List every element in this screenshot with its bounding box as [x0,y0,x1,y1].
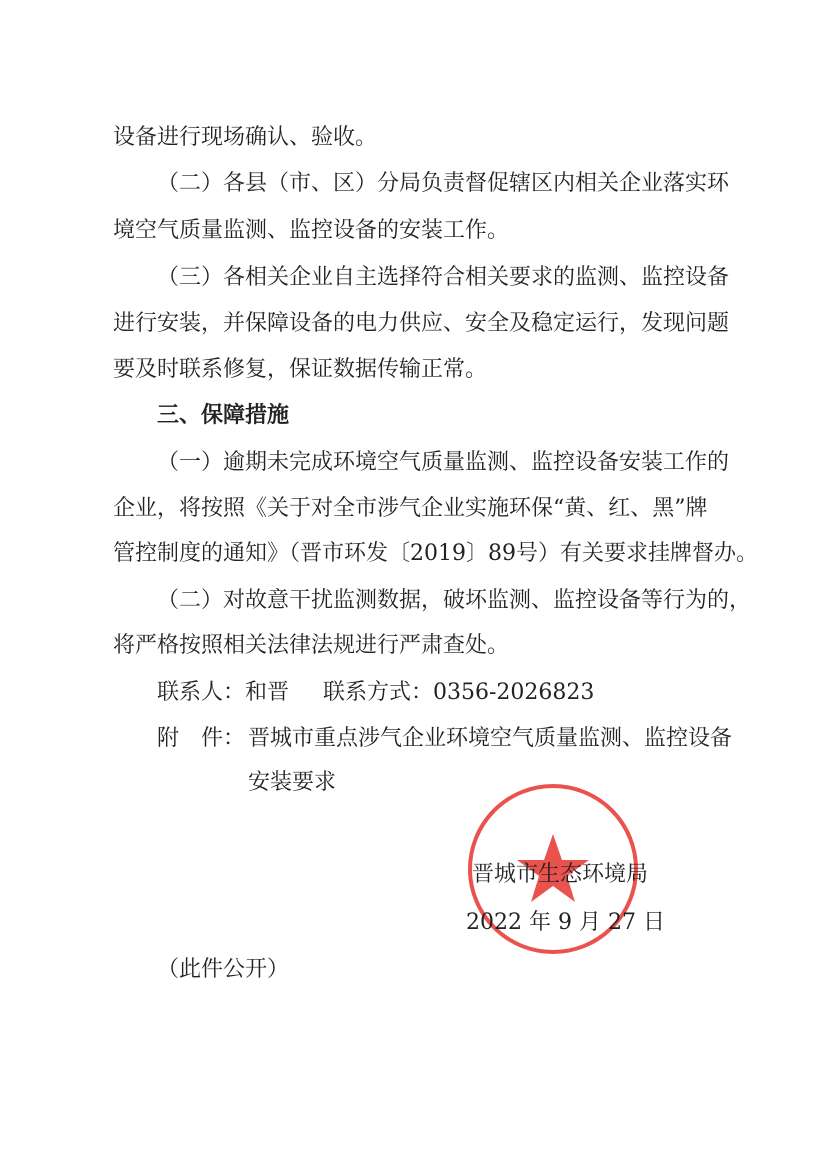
attachment-title-cont: 安装要求 [248,770,337,795]
section-heading: 三、保障措施 [157,403,290,428]
paragraph-line: （二）各县（市、区）分局负责督促辖区内相关企业落实环 [157,171,730,196]
paragraph-line: 管控制度的通知》（晋市环发〔2019〕89号）有关要求挂牌督办。 [113,541,758,566]
contact-method: 联系方式：0356-2026823 [323,680,595,705]
signature-org: 晋城市生态环境局 [472,862,649,887]
paragraph-line: （三）各相关企业自主选择符合相关要求的监测、监控设备 [157,265,730,290]
disclosure-note: （此件公开） [157,957,290,982]
attachment-title: 晋城市重点涉气企业环境空气质量监测、监控设备 [248,726,733,751]
paragraph-line: 设备进行现场确认、验收。 [113,125,378,150]
paragraph-line: 要及时联系修复，保证数据传输正常。 [113,357,488,382]
contact-person: 联系人：和晋 [157,680,290,705]
paragraph-line: 境空气质量监测、监控设备的安装工作。 [113,218,510,243]
paragraph-line: 进行安装，并保障设备的电力供应、安全及稳定运行，发现问题 [113,311,730,336]
signature-date: 2022 年 9 月 27 日 [466,910,665,935]
attachment-label: 附 件： [157,726,246,751]
paragraph-line: （一）逾期未完成环境空气质量监测、监控设备安装工作的 [157,450,730,475]
paragraph-line: 将严格按照相关法律法规进行严肃查处。 [113,633,510,658]
paragraph-line: （二）对故意干扰监测数据，破坏监测、监控设备等行为的， [157,588,752,613]
paragraph-line: 企业，将按照《关于对全市涉气企业实施环保“黄、红、黑”牌 [113,496,708,521]
